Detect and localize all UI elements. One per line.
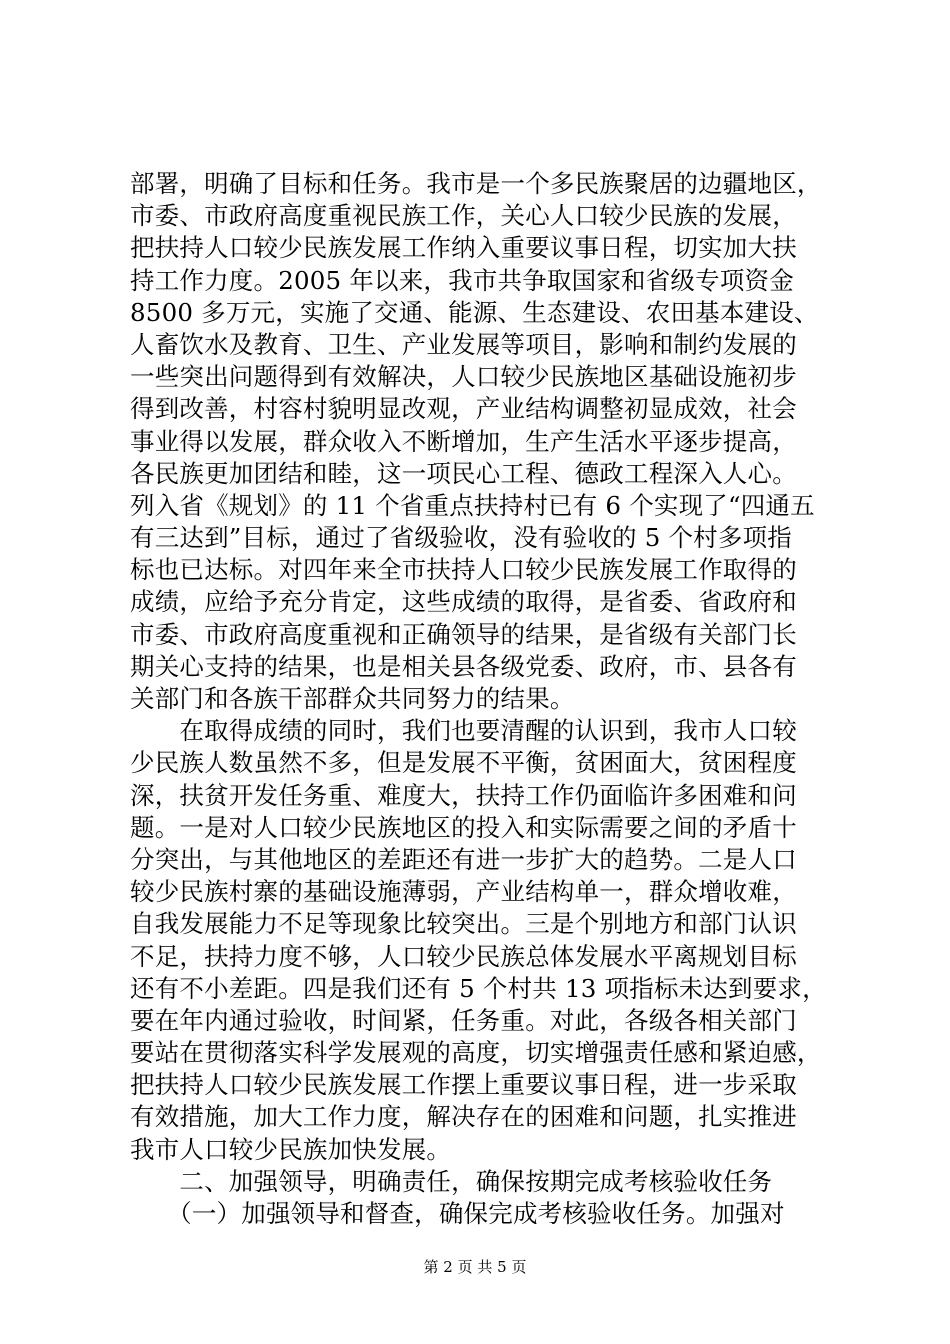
text-line: 各民族更加团结和睦，这一项民心工程、德政工程深入人心。 bbox=[130, 458, 797, 488]
text-line: 人畜饮水及教育、卫生、产业发展等项目，影响和制约发展的 bbox=[130, 329, 797, 359]
text-line: 较少民族村寨的基础设施薄弱，产业结构单一，群众增收难， bbox=[130, 877, 797, 907]
text-line: 成绩，应给予充分肯定，这些成绩的取得，是省委、省政府和 bbox=[130, 587, 797, 617]
text-line: 部署，明确了目标和任务。我市是一个多民族聚居的边疆地区， bbox=[130, 169, 822, 198]
text-line: 自我发展能力不足等现象比较突出。三是个别地方和部门认识 bbox=[130, 909, 797, 939]
text-line: 要站在贯彻落实科学发展观的高度，切实增强责任感和紧迫感， bbox=[130, 1038, 822, 1068]
text-line: 市委、市政府高度重视民族工作，关心人口较少民族的发展， bbox=[130, 201, 797, 231]
text-line: 8500 多万元，实施了交通、能源、生态建设、农田基本建设、 bbox=[130, 297, 819, 327]
text-line: 要在年内通过验收，时间紧，任务重。对此，各级各相关部门 bbox=[130, 1005, 797, 1035]
text-line: 有效措施，加大工作力度，解决存在的困难和问题，扎实推进 bbox=[130, 1102, 797, 1132]
section-heading: 二、加强领导，明确责任，确保按期完成考核验收任务 bbox=[130, 1166, 773, 1196]
text-line: 还有不小差距。四是我们还有 5 个村共 13 项指标未达到要求， bbox=[130, 973, 827, 1003]
text-line: 我市人口较少民族加快发展。 bbox=[130, 1134, 452, 1164]
text-line: 得到改善，村容村貌明显改观，产业结构调整初显成效，社会 bbox=[130, 394, 797, 424]
text-line: 事业得以发展，群众收入不断增加，生产生活水平逐步提高， bbox=[130, 426, 797, 456]
text-line: 持工作力度。2005 年以来，我市共争取国家和省级专项资金 bbox=[130, 265, 794, 295]
text-line: （一）加强领导和督查，确保完成考核验收任务。加强对 bbox=[130, 1199, 785, 1228]
text-line: 列入省《规划》的 11 个省重点扶持村已有 6 个实现了“四通五 bbox=[130, 490, 815, 520]
text-line: 一些突出问题得到有效解决，人口较少民族地区基础设施初步 bbox=[130, 362, 797, 392]
text-line: 关部门和各族干部群众共同努力的结果。 bbox=[130, 684, 575, 713]
text-line: 把扶持人口较少民族发展工作摆上重要议事日程，进一步采取 bbox=[130, 1070, 797, 1100]
text-line: 市委、市政府高度重视和正确领导的结果，是省级有关部门长 bbox=[130, 619, 797, 649]
text-line: 期关心支持的结果，也是相关县各级党委、政府，市、县各有 bbox=[130, 651, 797, 681]
text-line: 标也已达标。对四年来全市扶持人口较少民族发展工作取得的 bbox=[130, 555, 797, 585]
text-line: 少民族人数虽然不多，但是发展不平衡，贫困面大，贫困程度 bbox=[130, 748, 797, 778]
page-footer: 第 2 页 共 5 页 bbox=[423, 1258, 527, 1276]
text-line: 在取得成绩的同时，我们也要清醒的认识到，我市人口较 bbox=[130, 716, 797, 746]
text-line: 分突出，与其他地区的差距还有进一步扩大的趋势。二是人口 bbox=[130, 844, 797, 874]
text-line: 题。一是对人口较少民族地区的投入和实际需要之间的矛盾十 bbox=[130, 812, 797, 842]
text-line: 深，扶贫开发任务重、难度大，扶持工作仍面临许多困难和问 bbox=[130, 780, 797, 810]
text-line: 把扶持人口较少民族发展工作纳入重要议事日程，切实加大扶 bbox=[130, 233, 797, 263]
text-line: 不足，扶持力度不够，人口较少民族总体发展水平离规划目标 bbox=[130, 941, 797, 971]
body-text bbox=[130, 168, 860, 1230]
text-line: 有三达到”目标，通过了省级验收，没有验收的 5 个村多项指 bbox=[130, 523, 792, 553]
